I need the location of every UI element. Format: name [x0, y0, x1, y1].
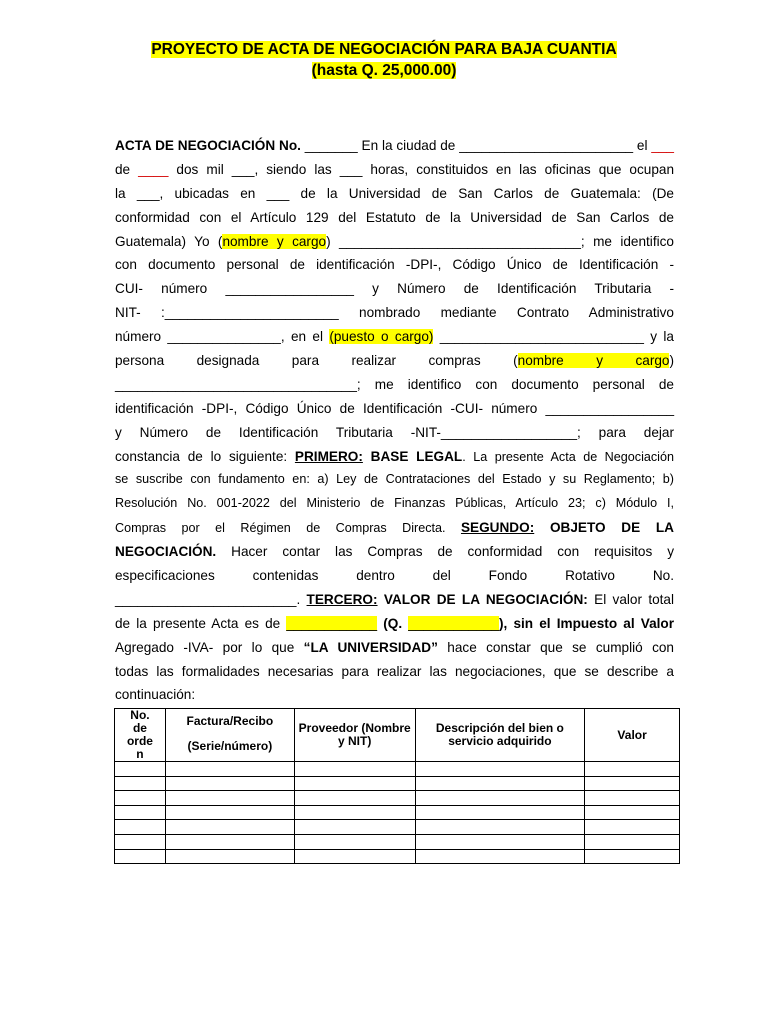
- table-cell: [115, 791, 166, 806]
- table-cell: [294, 762, 415, 777]
- acta-number-label: ACTA DE NEGOCIACIÓN No.: [115, 138, 301, 153]
- table-cell: [294, 776, 415, 791]
- table-cell: [585, 849, 680, 864]
- table-cell: [294, 820, 415, 835]
- col-valor: Valor: [585, 709, 680, 762]
- table-cell: [115, 805, 166, 820]
- body-line-12: identificación -DPI-, Código Único de Identificación -CUI- número _________________: [115, 400, 674, 416]
- table-row: [115, 820, 680, 835]
- highlight-puesto-cargo: (puesto o cargo): [329, 329, 434, 345]
- col-no-orden: No. de orde n: [115, 709, 166, 762]
- table-cell: [415, 849, 585, 864]
- table-cell: [585, 820, 680, 835]
- table-cell: [294, 849, 415, 864]
- body-line-6: con documento personal de identificación -DPI-, Código Único de Identificación -: [115, 257, 674, 273]
- body-line-8: NIT- :_______________________ nombrado mediante Contrato Administrativo: [115, 305, 674, 321]
- body-line-16: Resolución No. 001-2022 del Ministerio de Finanzas Públicas, Artículo 23; c) Módulo I,: [115, 496, 674, 511]
- body-line-23: todas las formalidades necesarias para realizar las negociaciones, que se describe a: [115, 663, 674, 679]
- table-cell: [415, 791, 585, 806]
- table-cell: [165, 791, 294, 806]
- body-line-14: constancia de lo siguiente: PRIMERO: BASE LEGAL. La presente Acta de Negociación: [115, 448, 674, 464]
- highlight-nombre-cargo: nombre y cargo: [222, 233, 327, 249]
- table-cell: [415, 762, 585, 777]
- table-row: [115, 762, 680, 777]
- body-line-24: continuación:: [115, 687, 196, 703]
- table-cell: [115, 820, 166, 835]
- objeto-heading: OBJETO DE LA: [534, 520, 674, 536]
- base-legal-heading: BASE LEGAL: [362, 448, 463, 464]
- primero-heading: PRIMERO:: [294, 448, 363, 464]
- body-line-7: CUI- número _________________ y Número de Identificación Tributaria -: [115, 281, 674, 297]
- table-cell: [115, 834, 166, 849]
- col-descripcion: Descripción del bien o servicio adquirido: [415, 709, 585, 762]
- table-cell: [115, 776, 166, 791]
- col-factura: Factura/Recibo (Serie/número): [165, 709, 294, 762]
- body-line-1: ACTA DE NEGOCIACIÓN No. _______ En la ciudad de _______________________ el ___: [115, 138, 674, 153]
- body-line-22: Agregado -IVA- por lo que “LA UNIVERSIDAD” hace constar que se cumplió con: [115, 639, 674, 655]
- table-cell: [585, 791, 680, 806]
- universidad-label: “LA UNIVERSIDAD”: [303, 639, 438, 655]
- body-line-2: de ____ dos mil ___, siendo las ___ horas, constituidos en las oficinas que ocupan: [115, 161, 674, 177]
- table-cell: [415, 834, 585, 849]
- table-row: [115, 849, 680, 864]
- table-row: [115, 776, 680, 791]
- table-cell: [165, 834, 294, 849]
- title-line-1: PROYECTO DE ACTA DE NEGOCIACIÓN PARA BAJA CUANTIA: [151, 41, 617, 58]
- body-line-17: Compras por el Régimen de Compras Directa. SEGUNDO: OBJETO DE LA: [115, 520, 674, 536]
- highlight-valor-numeros: ____________: [408, 615, 500, 631]
- table-cell: [115, 762, 166, 777]
- table-cell: [165, 776, 294, 791]
- table-row: [115, 805, 680, 820]
- body-line-13: y Número de Identificación Tributaria -NIT-__________________; para dejar: [115, 424, 674, 440]
- table-row: [115, 834, 680, 849]
- table-cell: [165, 805, 294, 820]
- col-proveedor: Proveedor (Nombre y NIT): [294, 709, 415, 762]
- table-cell: [585, 762, 680, 777]
- table-cell: [585, 776, 680, 791]
- body-line-19: especificaciones contenidas dentro del Fondo Rotativo No.: [115, 568, 674, 584]
- table-cell: [115, 849, 166, 864]
- table-cell: [294, 791, 415, 806]
- body-line-21: de la presente Acta es de ____________ (Q. ____________), sin el Impuesto al Valor: [115, 615, 675, 631]
- body-line-9: número _______________, en el (puesto o cargo) ___________________________ y la: [115, 329, 674, 345]
- body-line-3: la ___, ubicadas en ___ de la Universidad de San Carlos de Guatemala: (De: [115, 185, 674, 201]
- body-line-18: NEGOCIACIÓN. Hacer contar las Compras de conformidad con requisitos y: [115, 544, 674, 560]
- table-cell: [165, 820, 294, 835]
- body-line-4: conformidad con el Artículo 129 del Estatuto de la Universidad de San Carlos de: [115, 209, 674, 225]
- table-body: [115, 762, 680, 864]
- table-cell: [294, 834, 415, 849]
- table-cell: [165, 762, 294, 777]
- purchases-table: [114, 708, 680, 864]
- document-subtitle: [0, 61, 768, 81]
- segundo-heading: SEGUNDO:: [460, 520, 535, 536]
- body-line-15: se suscribe con fundamento en: a) Ley de Contrataciones del Estado y su Reglamento; b): [115, 472, 674, 487]
- acta-body: [115, 134, 674, 707]
- table-cell: [165, 849, 294, 864]
- valor-negociacion-heading: VALOR DE LA NEGOCIACIÓN:: [377, 591, 588, 607]
- table-cell: [415, 776, 585, 791]
- day-blank: ___: [651, 138, 674, 153]
- document-title: [0, 40, 768, 60]
- body-line-10: persona designada para realizar compras (nombre y cargo): [115, 353, 674, 369]
- table-cell: [415, 805, 585, 820]
- table-cell: [585, 805, 680, 820]
- table-header-row: [115, 709, 680, 762]
- title-line-2: (hasta Q. 25,000.00): [311, 62, 457, 79]
- month-blank: ____: [138, 161, 169, 177]
- highlight-valor-letras: ____________: [286, 615, 378, 631]
- body-line-11: ________________________________; me identifico con documento personal de: [115, 376, 674, 392]
- tercero-heading: TERCERO:: [306, 591, 378, 607]
- body-line-5: Guatemala) Yo (nombre y cargo) ________________________________; me identifico: [115, 233, 674, 249]
- table-cell: [585, 834, 680, 849]
- table-row: [115, 791, 680, 806]
- table-cell: [415, 820, 585, 835]
- body-line-20: ________________________. TERCERO: VALOR DE LA NEGOCIACIÓN: El valor total: [115, 591, 675, 607]
- negociacion-heading: NEGOCIACIÓN.: [115, 544, 217, 560]
- table-cell: [294, 805, 415, 820]
- highlight-nombre-cargo-2: nombre y cargo: [517, 353, 670, 369]
